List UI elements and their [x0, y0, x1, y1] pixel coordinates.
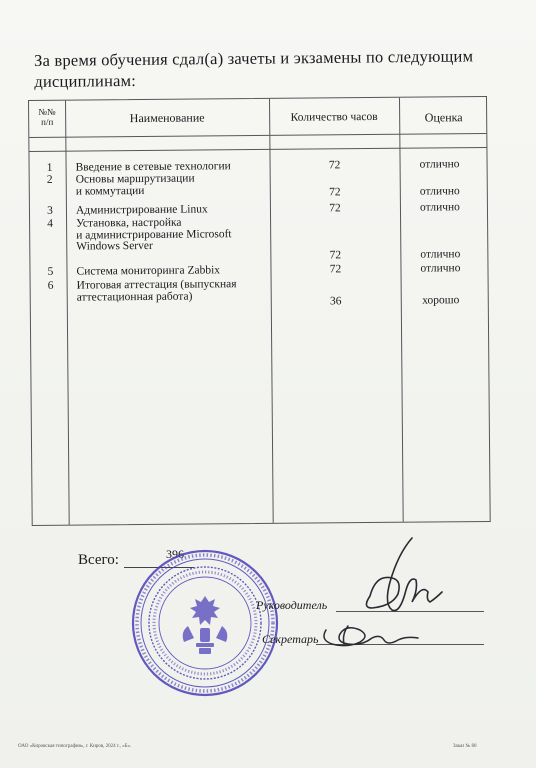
- row-num: 6: [47, 279, 54, 292]
- row-grade: хорошо: [422, 294, 460, 307]
- row-grade: отлично: [420, 248, 461, 261]
- row-num: 3: [47, 204, 53, 217]
- row-num: 4: [47, 217, 54, 230]
- row-name: Введение в сетевые технологии: [75, 160, 231, 174]
- row-name: Система мониторинга Zabbix: [76, 264, 221, 278]
- row-num: 1: [46, 161, 53, 174]
- total-label: Всего:: [78, 552, 119, 568]
- secretary-signature-label: Секретарь: [262, 632, 319, 646]
- row-grade: отлично: [420, 262, 461, 275]
- row-hours: 72: [329, 263, 342, 276]
- head-signature-label: Руководитель: [256, 598, 328, 612]
- table-row: [30, 262, 487, 278]
- row-hours: 72: [329, 249, 342, 262]
- official-seal-icon: [130, 548, 280, 698]
- secretary-signature-icon: [318, 616, 428, 652]
- row-hours: 72: [328, 159, 341, 172]
- row-hours: 36: [329, 295, 342, 308]
- table-header-divider: [29, 133, 486, 138]
- subjects-table: [28, 96, 491, 526]
- row-hours: 72: [329, 186, 341, 199]
- table-header-divider: [29, 147, 486, 152]
- row-name: Администрирование Linux: [75, 203, 208, 217]
- header-hours: Количество часов: [290, 110, 378, 124]
- table-col-divider: [399, 98, 404, 522]
- row-grade: отлично: [419, 158, 460, 171]
- row-num: 2: [46, 173, 53, 186]
- total-value: 396: [166, 547, 184, 561]
- row-num: 5: [47, 265, 54, 278]
- head-signature-icon: [352, 536, 452, 620]
- intro-line-2: дисциплинам:: [34, 70, 137, 91]
- intro-line-1: За время обучения сдал(а) зачеты и экзамены по следующим: [34, 46, 474, 70]
- row-hours: 72: [329, 202, 341, 215]
- row-name: Итоговая аттестация (выпускная аттестационная работа): [76, 278, 237, 304]
- row-grade: отлично: [419, 185, 460, 198]
- printer-footer: ОАО «Кировская типография», г. Киров, 2024 г., «Б».: [18, 744, 132, 749]
- table-row: [30, 201, 487, 217]
- header-grade: Оценка: [424, 110, 463, 125]
- row-name: Основы маршрутизации и коммутации: [75, 172, 195, 198]
- table-col-divider: [65, 101, 70, 525]
- header-num: №№ п/п: [38, 106, 56, 127]
- row-grade: отлично: [419, 201, 460, 214]
- intro-text: [34, 45, 514, 92]
- header-name: Наименование: [129, 110, 205, 126]
- order-number: Заказ № 80: [453, 744, 477, 749]
- table-row: [30, 158, 487, 174]
- row-name: Установка, настройка и администрирование Microsoft Windows Server: [76, 216, 232, 253]
